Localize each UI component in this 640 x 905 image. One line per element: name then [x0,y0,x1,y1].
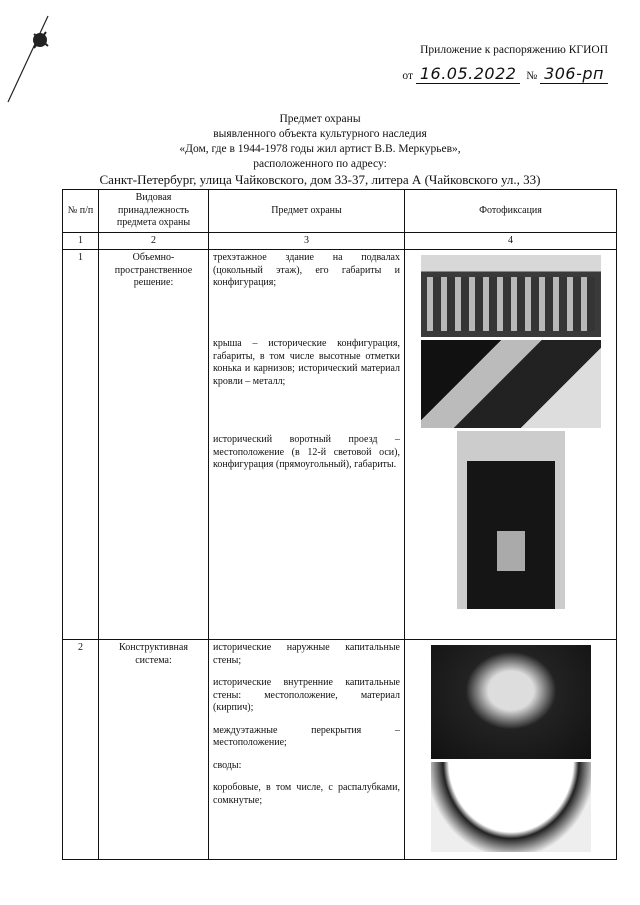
vault-photo [431,762,591,852]
vault-photo [431,645,591,759]
col-number: 2 [99,232,209,250]
appendix-line: Приложение к распоряжению КГИОП [420,44,608,56]
table-row [63,640,617,860]
subject-item: трехэтажное здание на подвалах (цокольный этаж), его габариты и конфигурация; [213,252,400,288]
row-num: 2 [63,640,99,860]
roof-photo [421,340,601,428]
row-photos [405,250,617,640]
row-photos [405,640,617,860]
title-line-1: Предмет охраны [279,113,361,125]
number-value: 306-рп [540,64,608,84]
column-number-row [63,232,617,250]
row-type: Объемно-пространственное решение: [99,250,209,640]
col-number: 1 [63,232,99,250]
document-title [0,112,640,187]
protection-table [62,189,617,860]
number-prefix: № [526,70,538,82]
gate-passage-photo [457,431,565,609]
signature-mark [4,6,64,106]
subject-item: исторические внутренние капитальные стены: местоположение, материал (кирпич); [213,677,400,713]
title-line-4: расположенного по адресу: [253,158,387,170]
order-line [402,64,608,83]
row-subject [209,250,405,640]
subject-item: своды: [213,759,242,771]
header-subject: Предмет охраны [209,190,405,233]
table-header-row [63,190,617,233]
subject-item: коробовые, в том числе, с распалубками, сомкнутые; [213,782,400,806]
title-line-5: Санкт-Петербург, улица Чайковского, дом 33-37, литера А (Чайковского ул., 33) [99,172,541,187]
title-line-2: выявленного объекта культурного наследия [213,128,427,140]
subject-item: исторические наружные капитальные стены; [213,642,400,666]
subject-item: междуэтажные перекрытия – местоположение; [213,724,400,748]
title-line-3: «Дом, где в 1944-1978 годы жил артист В.В. Меркурьев», [179,143,461,155]
facade-photo [421,255,601,337]
table-row [63,250,617,640]
row-type: Конструктивная система: [99,640,209,860]
subject-item: крыша – исторические конфигурация, габариты, в том числе высотные отметки конька и карнизов; исторический материал кровли – металл; [213,338,400,387]
col-number: 3 [209,232,405,250]
row-subject [209,640,405,860]
col-number: 4 [405,232,617,250]
date-value: 16.05.2022 [416,64,521,84]
row-num: 1 [63,250,99,640]
date-prefix: от [402,70,413,82]
subject-item: исторический воротный проезд – местоположение (в 12-й световой оси), конфигурация (прямоугольный), габариты. [213,434,400,470]
header-photo: Фотофиксация [405,190,617,233]
header-num: № п/п [63,190,99,233]
header-type: Видовая принадлежность предмета охраны [99,190,209,233]
